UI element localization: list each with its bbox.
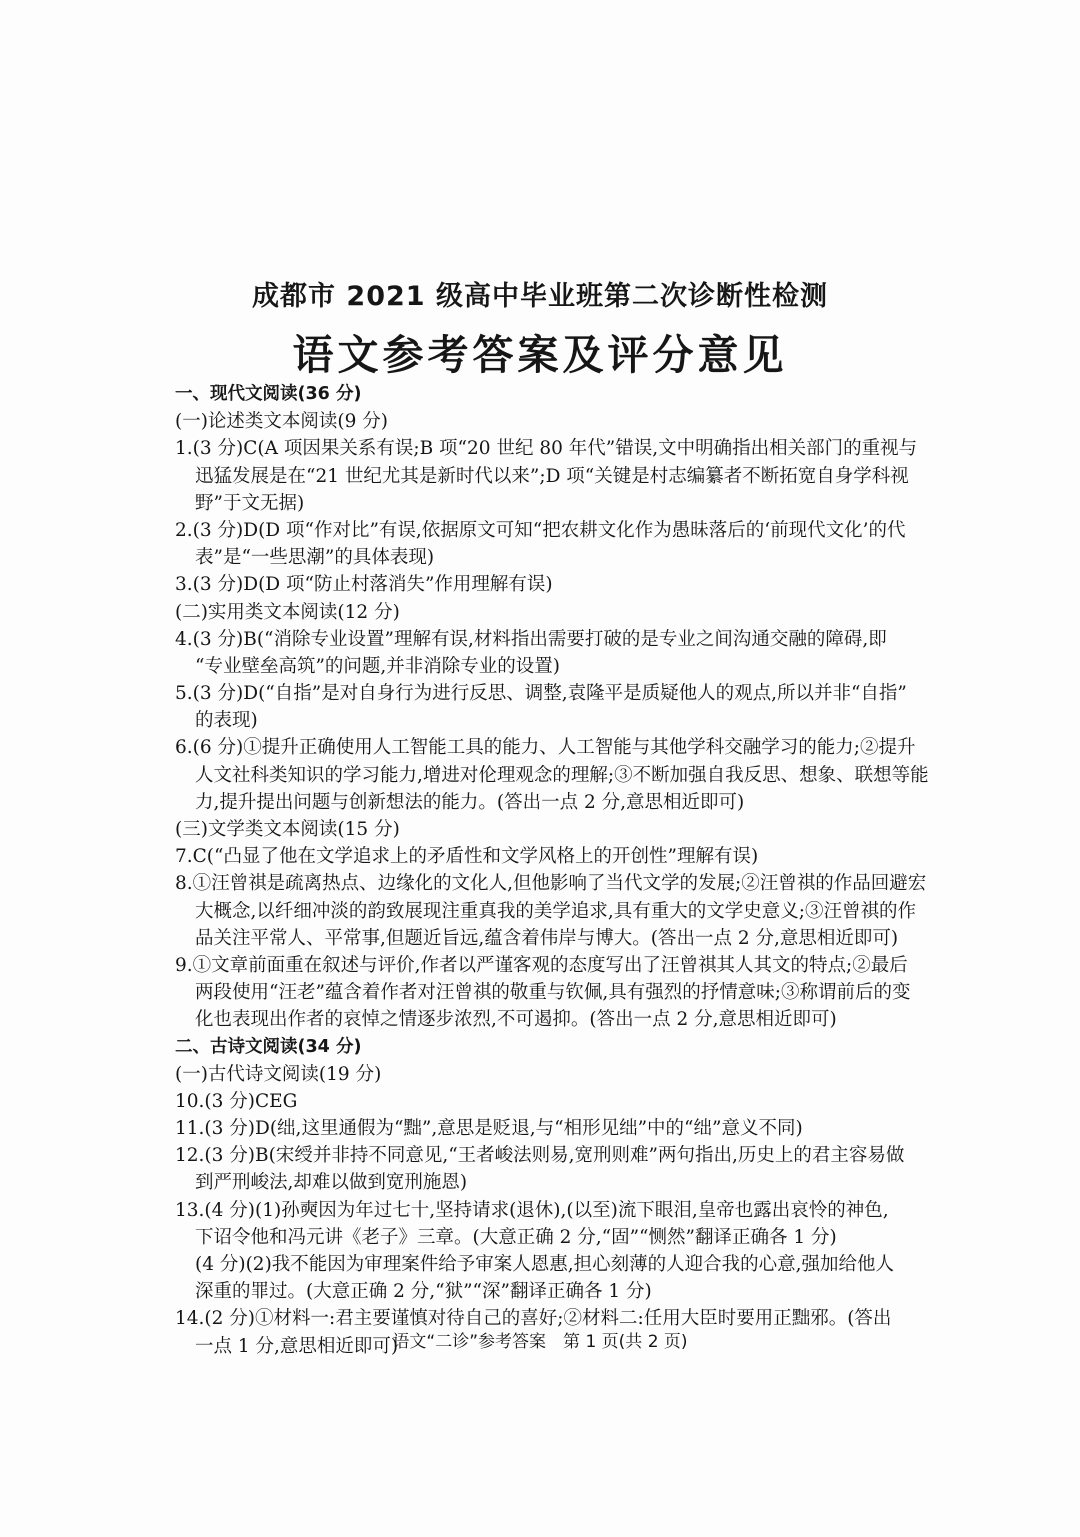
answer-line: 深重的罪过。(大意正确 2 分,“狱”“深”翻译正确各 1 分) <box>195 1281 652 1303</box>
answer-content <box>175 381 935 1360</box>
answer-line: 迅猛发展是在“21 世纪尤其是新时代以来”;D 项“关键是村志编纂者不断拓宽自身学科视 <box>195 465 909 487</box>
document-title: 语文参考答案及评分意见 <box>292 331 788 379</box>
answer-line: 12.(3 分)B(宋绶并非持不同意见,“王者峻法则易,宽刑则难”两句指出,历史上的君主容易做 <box>175 1145 905 1167</box>
answer-line: 6.(6 分)①提升正确使用人工智能工具的能力、人工智能与其他学科交融学习的能力;②提升 <box>175 737 916 759</box>
answer-line: 9.①文章前面重在叙述与评价,作者以严谨客观的态度写出了汪曾祺其人其文的特点;②最后 <box>175 954 908 976</box>
answer-line: 下诏令他和冯元讲《老子》三章。(大意正确 2 分,“固”“恻然”翻译正确各 1 分) <box>195 1226 837 1248</box>
answer-line: 品关注平常人、平常事,但题近旨远,蕴含着伟岸与博大。(答出一点 2 分,意思相近即可) <box>195 927 899 949</box>
answer-line: 2.(3 分)D(D 项“作对比”有误,依据原文可知“把农耕文化作为愚昧落后的‘前现代文化’的代 <box>175 519 906 541</box>
answer-line: 3.(3 分)D(D 项“防止村落消失”作用理解有误) <box>175 574 553 596</box>
answer-line: 7.C(“凸显了他在文学追求上的矛盾性和文学风格上的开创性”理解有误) <box>175 846 759 868</box>
answer-line: 化也表现出作者的哀悼之情逐步浓烈,不可遏抑。(答出一点 2 分,意思相近即可) <box>195 1009 837 1031</box>
answer-line: 到严刑峻法,却难以做到宽刑施恩) <box>195 1172 468 1194</box>
subsection-heading: (一)论述类文本阅读(9 分) <box>175 411 389 433</box>
answer-line: “专业壁垒高筑”的问题,并非消除专业的设置) <box>195 655 561 677</box>
answer-line: 力,提升提出问题与创新想法的能力。(答出一点 2 分,意思相近即可) <box>195 791 745 813</box>
section-heading: 一、现代文阅读(36 分) <box>175 384 362 404</box>
answer-line: 一点 1 分,意思相近即可) <box>195 1335 399 1357</box>
page-footer: 语文“二诊”参考答案 第 1 页(共 2 页) <box>392 1332 688 1352</box>
answer-line: 11.(3 分)D(绌,这里通假为“黜”,意思是贬退,与“相形见绌”中的“绌”意义不同) <box>175 1118 803 1140</box>
subsection-heading: (二)实用类文本阅读(12 分) <box>175 601 400 623</box>
answer-line: (4 分)(2)我不能因为审理案件给予审案人恩惠,担心刻薄的人迎合我的心意,强加给他人 <box>195 1254 895 1275</box>
answer-line: 4.(3 分)B(“消除专业设置”理解有误,材料指出需要打破的是专业之间沟通交融的障碍,即 <box>175 628 887 650</box>
answer-line: 的表现) <box>195 710 258 732</box>
answer-line: 大概念,以纤细冲淡的韵致展现注重真我的美学追求,具有重大的文学史意义;③汪曾祺的作 <box>195 900 916 922</box>
exam-title: 成都市 2021 级高中毕业班第二次诊断性检测 <box>252 281 828 312</box>
answer-line: 两段使用“汪老”蕴含着作者对汪曾祺的敬重与钦佩,具有强烈的抒情意味;③称谓前后的变 <box>195 982 911 1004</box>
answer-line: 10.(3 分)CEG <box>175 1090 298 1112</box>
answer-line: 人文社科类知识的学习能力,增进对伦理观念的理解;③不断加强自我反思、想象、联想等能 <box>195 764 929 786</box>
answer-line: 表”是“一些思潮”的具体表现) <box>195 547 435 569</box>
answer-line: 13.(4 分)(1)孙奭因为年过七十,坚持请求(退休),(以至)流下眼泪,皇帝也露出哀怜的神色, <box>175 1199 889 1221</box>
answer-line: 5.(3 分)D(“自指”是对自身行为进行反思、调整,袁隆平是质疑他人的观点,所以并非“自指” <box>175 683 907 705</box>
answer-line: 8.①汪曾祺是疏离热点、边缘化的文化人,但他影响了当代文学的发展;②汪曾祺的作品回避宏 <box>175 873 927 895</box>
answer-line: 1.(3 分)C(A 项因果关系有误;B 项“20 世纪 80 年代”错误,文中明确指出相关部门的重视与 <box>175 438 918 460</box>
answer-line: 14.(2 分)①材料一:君主要谨慎对待自己的喜好;②材料二:任用大臣时要用正黜邪。(答出 <box>175 1308 892 1330</box>
section-heading: 二、古诗文阅读(34 分) <box>175 1036 362 1057</box>
answer-line: 野”于文无据) <box>195 492 305 514</box>
subsection-heading: (一)古代诗文阅读(19 分) <box>175 1063 382 1085</box>
subsection-heading: (三)文学类文本阅读(15 分) <box>175 819 400 840</box>
